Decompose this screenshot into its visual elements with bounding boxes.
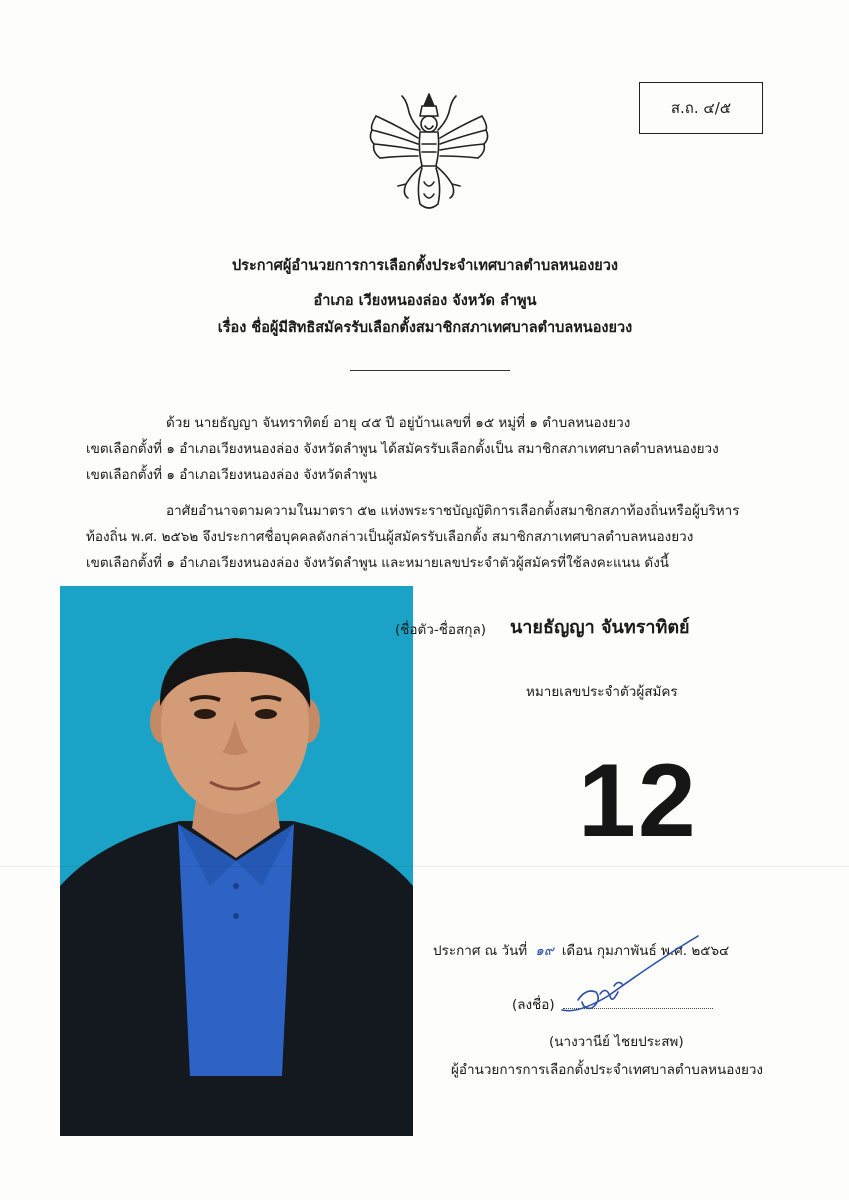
announcement-title: ประกาศผู้อำนวยการการเลือกตั้งประจำเทศบาลตำบลหนองยวง	[231, 258, 619, 274]
signature-label: (ลงชื่อ)	[512, 997, 555, 1013]
garuda-emblem-icon	[362, 86, 496, 220]
date-day: ๑๙	[535, 943, 554, 959]
heading-divider	[350, 370, 510, 371]
paragraph-legal-basis	[86, 498, 776, 576]
form-code: ส.ถ. ๔/๕	[670, 99, 732, 117]
candidate-photo	[60, 586, 413, 1136]
paragraph-line: เขตเลือกตั้งที่ ๑ อำเภอเวียงหนองล่อง จังหวัดลำพูน ได้สมัครรับเลือกตั้งเป็น สมาชิกสภาเทศบาลตำบลหนองยวง	[86, 441, 719, 457]
candidate-number: 12	[578, 743, 698, 859]
signer-name: (นางวานีย์ ไชยประสพ)	[549, 1034, 684, 1050]
announcement-location: อำเภอ เวียงหนองล่อง จังหวัด ลำพูน	[313, 293, 537, 309]
paper-fold-line	[0, 866, 849, 867]
paragraph-line: เขตเลือกตั้งที่ ๑ อำเภอเวียงหนองล่อง จังหวัดลำพูน	[86, 467, 378, 483]
paragraph-candidate-info	[86, 410, 776, 488]
form-code-box	[639, 82, 763, 134]
paragraph-line: ด้วย นายธัญญา จันทราทิตย์ อายุ ๔๕ ปี อยู่บ้านเลขที่ ๑๕ หมู่ที่ ๑ ตำบลหนองยวง	[166, 415, 631, 431]
signer-title: ผู้อำนวยการการเลือกตั้งประจำเทศบาลตำบลหนองยวง	[451, 1062, 764, 1078]
date-prefix: ประกาศ ณ วันที่	[433, 943, 528, 959]
handwritten-signature	[548, 930, 718, 1020]
paragraph-line: อาศัยอำนาจตามความในมาตรา ๕๒ แห่งพระราชบัญญัติการเลือกตั้งสมาชิกสภาท้องถิ่นหรือผู้บริหาร	[166, 503, 740, 519]
candidate-name: นายธัญญา จันทราทิตย์	[510, 617, 690, 638]
paragraph-line: เขตเลือกตั้งที่ ๑ อำเภอเวียงหนองล่อง จังหวัดลำพูน และหมายเลขประจำตัวผู้สมัครที่ใช้ลงคะแนน ดังนี้	[86, 555, 670, 571]
candidate-number-label: หมายเลขประจำตัวผู้สมัคร	[526, 684, 678, 700]
date-suffix: เดือน กุมภาพันธ์ พ.ศ. ๒๕๖๔	[561, 943, 730, 959]
announcement-subject: เรื่อง ชื่อผู้มีสิทธิสมัครรับเลือกตั้งสมาชิกสภาเทศบาลตำบลหนองยวง	[217, 320, 633, 336]
candidate-name-label: (ชื่อตัว-ชื่อสกุล)	[395, 622, 486, 638]
paragraph-line: ท้องถิ่น พ.ศ. ๒๕๖๒ จึงประกาศชื่อบุคคลดังกล่าวเป็นผู้สมัครรับเลือกตั้ง สมาชิกสภาเทศบาลตำบลหนองยวง	[86, 529, 694, 545]
